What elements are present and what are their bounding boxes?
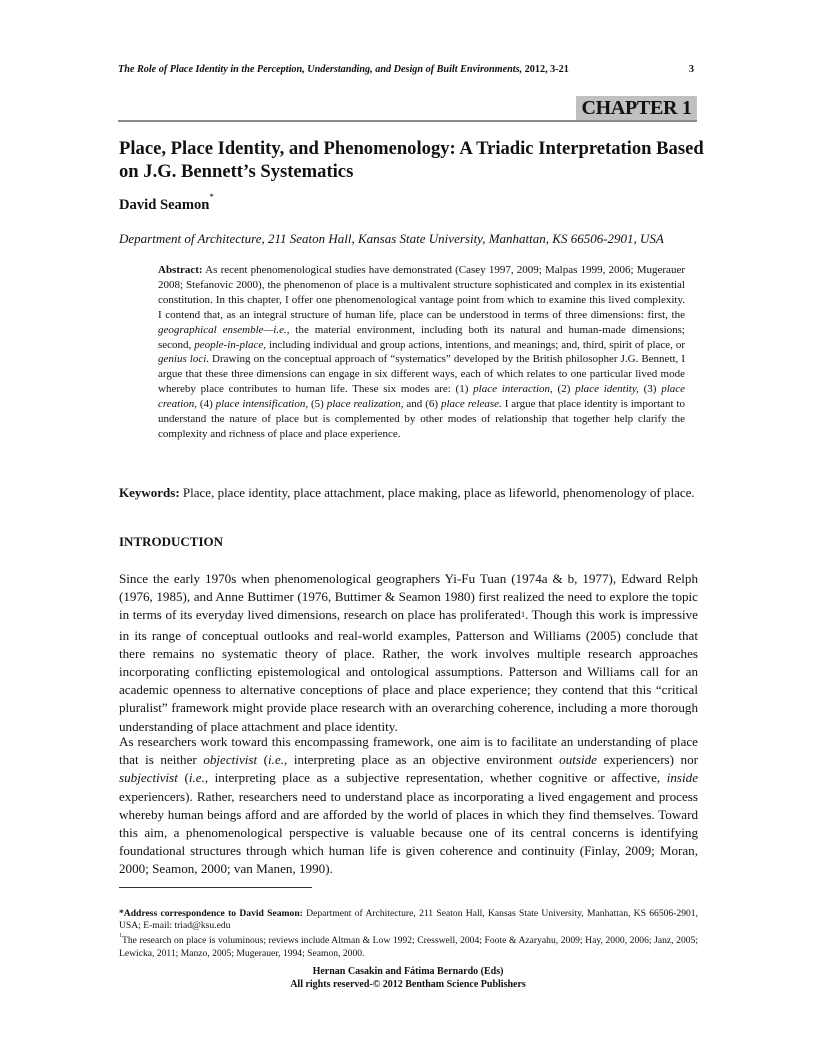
text-run: As researchers work toward this encompassing framework, one aim is to facilitate an understanding of place that is neither [119,734,698,768]
paragraph-text: Since the early 1970s when phenomenological geographers Yi-Fu Tuan (1974a & b, 1977), Edward Relph (1976, 1985), and Anne Buttimer (1976, Buttimer & Seamon 1980) first realized the need to explore the topic in terms of its everyday lived dimensions, research on place has proliferated [119,571,698,623]
text-run: experiencers). Rather, researchers need to understand place as incorporating a lived engagement and process whereby human beings afford and are afforded by the world of places in which they find themselves. Toward this aim, a phenomenological perspective is valuable because one of its central concerns is identifying foundational structures through which human life is given coherence and continuity (Finlay, 2009; Moran, 2000; Seamon, 2000; van Manen, 1990). [119,788,698,877]
text-run: experiencers) nor [596,752,698,768]
footer-editors: Hernan Casakin and Fátima Bernardo (Eds) [312,966,504,977]
keywords [119,484,698,502]
abstract-label: Abstract: [158,264,203,276]
italic-term: i.e. [188,770,205,786]
text-run: , including individual and group actions, intentions, and meanings; and, third, spirit of place, or [263,338,685,351]
text-run: (4) [197,398,216,411]
paragraph-text: . Though this work is impressive in its range of conceptual outlooks and real-world examples, Patterson and Williams (2005) conclude that there remains no systematic theory of place. Rather, the work involves multiple research approaches incorporating conflicting epistemological and ontological assumptions. Patterson and Williams call for an academic openness to alternative conceptions of place and place experience; they contend that this “critical pluralist” framework might provide place research with an overarching coherence, including a more thorough understanding of place attachment and place identity. [119,607,698,734]
text-run: As recent phenomenological studies have demonstrated (Casey 1997, 2009; Malpas 1999, 2006; Mugerauer 2008; Stefanovic 2000), the phenomenon of place is a multivalent structure sophisticated and complex in its existential constitution. In this chapter, I offer one phenomenological vantage point from which to examine this lived complexity. I contend that, as an integral structure of human life, place can be understood in terms of three dimensions: first, the [158,264,685,321]
footnote-address [119,908,698,932]
text-run: I argue that place identity is important to understand the nature of place but is complemented by other modes of relationship that together help clarify the complexity and richness of place and place experience. [158,398,685,440]
abstract [158,263,685,442]
section-heading-introduction: INTRODUCTION [119,534,224,549]
italic-term: geographical ensemble—i.e. [158,323,287,336]
italic-term: inside [666,770,699,786]
italic-term: place identity, [575,383,639,396]
keywords-label: Keywords: [119,485,180,500]
paper-title: Place, Place Identity, and Phenomenology: A Triadic Interpretation Based on J.G. Bennett’s Systematics [119,138,704,182]
footnotes [119,908,698,960]
affiliation: Department of Architecture, 211 Seaton Hall, Kansas State University, Manhattan, KS 66506-2901, USA [119,231,664,246]
footer-rights: All rights reserved-© 2012 Bentham Science Publishers [290,978,526,990]
chapter-rule [118,120,697,122]
italic-term: genius loci [158,353,207,366]
italic-term: place realization, [326,398,404,411]
italic-term: place interaction, [473,383,553,396]
running-head-title: The Role of Place Identity in the Perception, Understanding, and Design of Built Environments, [118,64,523,75]
intro-paragraph-1 [119,570,698,736]
footnote-1-text: The research on place is voluminous; reviews include Altman & Low 1992; Cresswell, 2004; Foote & Azaryahu, 2009; Hay, 2000, 2006; Janz, 2005; Lewicka, 2011; Manzo, 2005; Mugerauer, 1994; Seamon, 2000. [119,935,698,959]
italic-term: place creation, [158,383,686,411]
running-head [118,64,698,75]
italic-term: i.e. [268,752,285,768]
footnote-separator [119,887,312,888]
italic-term: objectivist [203,752,258,768]
footnote-1 [119,932,698,960]
italic-term: outside [559,752,597,768]
text-run: , interpreting place as a subjective representation, whether cognitive or affective, [204,770,667,786]
intro-paragraph-2 [119,733,698,879]
footnote-address-text: Department of Architecture, 211 Seaton Hall, Kansas State University, Manhattan, KS 66506-2901, USA; E-mail: triad@ksu.edu [119,908,698,932]
text-run: , interpreting place as an objective environment [284,752,560,768]
author-line [119,192,214,214]
footnote-1-mark: 1 [119,933,122,940]
keywords-text: Place, place identity, place attachment, place making, place as lifeworld, phenomenology of place. [179,485,695,500]
running-head-citation: 2012, 3-21 [522,64,569,75]
text-run: (2) [552,383,576,396]
footnote-address-label: *Address correspondence to David Seamon: [119,908,303,919]
text-run: (3) [638,383,662,396]
text-run: and (6) [403,398,441,411]
text-run: ( [257,752,269,768]
italic-term: place release. [440,398,502,411]
chapter-badge: CHAPTER 1 [576,96,697,120]
text-run: ( [177,770,189,786]
italic-term: subjectivist [119,770,178,786]
footnote-ref-1[interactable]: 1 [520,610,525,620]
author-name: David Seamon [119,196,210,213]
text-run: (5) [308,398,327,411]
abstract-body [158,264,685,440]
author-footnote-mark[interactable]: * [209,192,214,202]
italic-term: people-in-place [194,338,264,351]
italic-term: place intensification, [215,398,309,411]
page-number: 3 [688,64,694,75]
page-footer [118,966,698,991]
text-run: , the material environment, including both its natural and human-made dimensions; second, [158,323,685,351]
text-run: . Drawing on the conceptual approach of “systematics” developed by the British philosopher J.G. Bennett, I argue that these three dimensions can engage in six different ways, each of which relates to one particular lived mode whereby place contributes to human life. These six modes are: (1) [158,353,686,396]
